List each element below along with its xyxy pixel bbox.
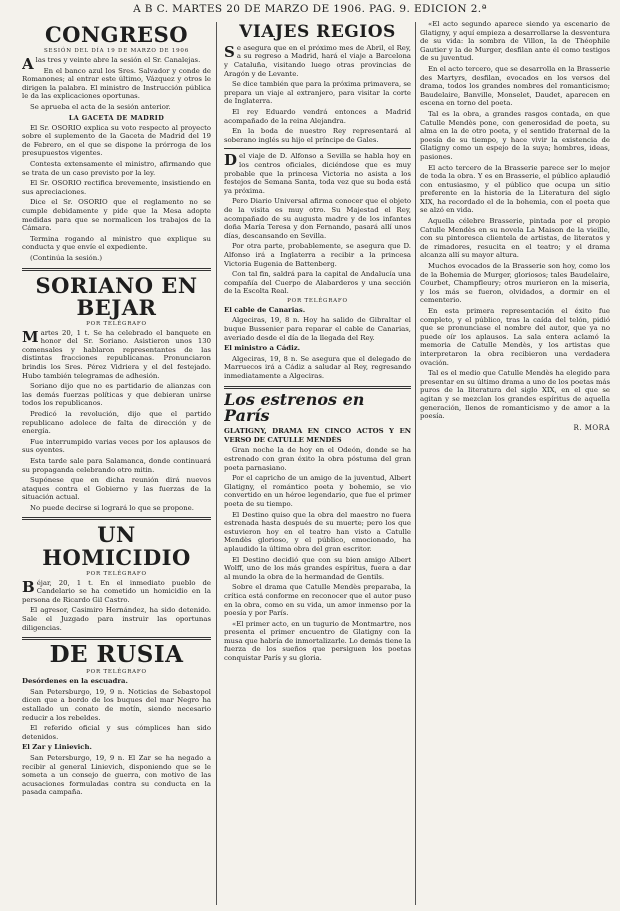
column-rule — [415, 22, 416, 905]
author-signature: R. MORA — [573, 423, 610, 432]
estrenos-lead: GLATIGNY, DRAMA EN CINCO ACTOS Y EN VERSO DE CATULLE MENDÈS — [224, 427, 411, 444]
congreso-paragraph: En el banco azul los Sres. Salvador y conde de Romanones; al entrar este último, Vázquez y otros le dirigen la palabra. El ministro de Instrucción pública le da las explicaciones oportunas. — [22, 66, 211, 101]
homicidio-paragraph: Béjar, 20, 1 t. En el inmediato pueblo de Candelario se ha cometido un homicidio en la persona de Ricardo Gil Castro. — [22, 577, 211, 604]
soriano-paragraph: Martes 20, 1 t. Se ha celebrado el banquete en honor del Sr. Soriano. Asistieron unos 130 comensales y hablaron representantes de las distintas fracciones republicanas. Pronunciaron brindis los Sres. Pérez Vidriera y el del festejado. Hubo también telegramas de adhesión. — [22, 327, 211, 380]
estrenos-continuation: Aquella célebre Brasserie, pintada por el propio Catulle Mendès en su novela La Maison de la vieille, con su pintoresca clientela de artistas, de literatos y de rimadores, resucita en el teatro; y el drama alcanza allí su mayor altura. — [420, 217, 610, 260]
estrenos-paragraph: Sobre el drama que Catulle Mendès preparaba, la crítica está conforme en reconocer que el autor puso en la obra, como en su vida, un amor inmenso por la poesía y por París. — [224, 583, 411, 618]
cantos-subhead: El ministro a Cádiz. — [224, 344, 301, 353]
soriano-byline: POR TELÉGRAFO — [86, 320, 147, 327]
congreso-headline: CONGRESO — [44, 22, 189, 47]
congreso-paragraph: Termina rogando al ministro que explique su conducta y que envíe el expediente. — [22, 234, 211, 252]
estrenos-continuation: En esta primera representación el éxito fue completo, y el público, tras la caída del telón, pidió que se pronunciase el nombre del autor, que ya no puede oír los aplausos. La sala entera aclamó la memoria de Catulle Mendès, y los artistas que interpretaron la obra recibieron una verdadera ovación. — [420, 307, 610, 367]
rusia-subhead: El Zar y Linievich. — [22, 743, 92, 752]
sevilla-paragraph: Con tal fin, saldrá para la capital de Andalucía una compañía del Cuerpo de Alabarderos y una sección de la Escolta Real. — [224, 270, 411, 296]
drop-cap: D — [224, 151, 238, 170]
section-divider — [224, 386, 411, 389]
estrenos-paragraph: «El primer acto, en un tugurio de Montmartre, nos presenta el primer encuentro de Glatigny con la musa que habría de inmortalizarle. Lo demás tiene la fuerza de los sueños que persiguen los poetas conquistar París y su gloria. — [224, 619, 411, 663]
congreso-paragraph: El Sr. OSORIO rectifica brevemente, insistiendo en sus apreciaciones. — [22, 179, 211, 196]
congreso-paragraph: Alas tres y veinte abre la sesión el Sr. Canalejas. — [22, 55, 201, 74]
rusia-headline: DE RUSIA — [49, 641, 184, 669]
column-2 — [224, 20, 411, 907]
cantos-byline: POR TELÉGRAFO — [287, 297, 348, 304]
viajes-paragraph: Se dice también que para la próxima primavera, se prepara un viaje al extranjero, para visitar la corte de Inglaterra. — [224, 80, 411, 106]
section-divider — [22, 517, 211, 520]
rusia-paragraph: San Petersburgo, 19, 9 n. Noticias de Sebastopol dicen que a bordo de los buques del mar Negro ha estallado un conato de motín, siendo necesario reducir a los rebeldes. — [22, 687, 211, 722]
soriano-paragraph: Soriano dijo que no es partidario de alianzas con las demás fuerzas políticas y que debieran unirse todos los republicanos. — [22, 382, 211, 408]
rusia-paragraph: San Petersburgo, 19, 9 n. El Zar se ha negado a recibir al general Linievich, disponiendo que se le someta a un consejo de guerra, con motivo de las acusaciones formuladas contra su conducta en la pasada campaña. — [22, 754, 211, 797]
estrenos-headline: Los estrenos en París — [224, 389, 365, 426]
rusia-paragraph: El referido oficial y sus cómplices han sido detenidos. — [22, 724, 211, 741]
estrenos-continuation: Tal es la obra, a grandes rasgos contada, en que Catulle Mendès pone, con generosidad de poeta, su alma en la de otro poeta, y el sentido fraternal de la poesía de su tiempo, y hace vivir la existencia de Glatigny como un espejo de la suya; hombres, ideas, pasiones. — [420, 109, 610, 161]
cantos-paragraph: Algeciras, 19, 8 n. Hoy ha salido de Gibraltar el buque Bussenier para reparar el cable de Canarias, averiado desde el día de la llegada del Rey. — [224, 316, 411, 342]
viajes-paragraph: Se asegura que en el próximo mes de Abril, el Rey, a su regreso a Madrid, hará el viaje a Barcelona y Cataluña, visitando luego otras provincias de Aragón y de Levante. — [224, 42, 411, 78]
sevilla-paragraph: Por otra parte, probablemente, se asegura que D. Alfonso irá a Inglaterra a recibir a la princesa Victoria Eugenia de Battenberg. — [224, 242, 411, 268]
section-divider — [224, 148, 411, 149]
soriano-headline: SORIANO EN BEJAR — [35, 272, 198, 320]
soriano-paragraph: Supónese que en dicha reunión dirá nuevos ataques contra el Gobierno y las fuerzas de la situación actual. — [22, 476, 211, 502]
soriano-paragraph: Fue interrumpido varias veces por los aplausos de sus oyentes. — [22, 437, 211, 455]
viajes-headline: VIAJES REGIOS — [239, 22, 396, 42]
column-1 — [22, 20, 211, 907]
estrenos-paragraph: Gran noche la de hoy en el Odeón, donde se ha estrenado con gran éxito la obra póstuma del gran poeta parnasiano. — [224, 446, 411, 472]
soriano-paragraph: Predicó la revolución, dijo que el partido republicano adolece de falta de dirección y de energía. — [22, 409, 211, 436]
cantos-paragraph: Algeciras, 19, 8 n. Se asegura que el delegado de Marruecos irá a Cádiz a saludar al Rey, regresando inmediatamente a Algeciras. — [224, 354, 411, 381]
cantos-subhead: El cable de Canarias. — [224, 305, 306, 314]
drop-cap: M — [22, 327, 39, 346]
congreso-end-note: (Continúa la sesión.) — [30, 253, 103, 262]
homicidio-paragraph: El agresor, Casimiro Hernández, ha sido detenido. Sale el Juzgado para instruir las oportunas diligencias. — [22, 606, 211, 632]
congreso-paragraph: Contesta extensamente el ministro, afirmando que se trata de un caso previsto por la ley. — [22, 159, 211, 177]
estrenos-continuation: Tal es el medio que Catulle Mendès ha elegido para presentar en su último drama a uno de los poetas más puros de la literatura del siglo XIX, en el que se agitan y se mezclan los grandes espíritus de aquella generación, llenos de romanticismo y de amor a la poesía. — [420, 369, 610, 421]
estrenos-continuation: «El acto segundo aparece siendo ya escenario de Glatigny, y aquí empieza a desarrollarse la desventura de su vida: la sombra de Villon, la de Théophile Gautier y la de Murger, desfilan ante él como testigos de su juventud. — [420, 20, 610, 63]
estrenos-paragraph: El Destino decidió que con su bien amigo Albert Wolff, uno de los más grandes espíritus, fuera a dar al mundo la obra de la hermandad de Gentils. — [224, 555, 411, 581]
congreso-paragraph: Dice el Sr. OSORIO que el reglamento no se cumple debidamente y pide que la Mesa adopte medidas para que se normalicen los trabajos de la Cámara. — [22, 198, 211, 233]
drop-cap: B — [22, 577, 35, 596]
viajes-paragraph: En la boda de nuestro Rey representará al soberano inglés su hijo el príncipe de Gales. — [224, 127, 411, 144]
homicidio-byline: POR TELÉGRAFO — [86, 570, 147, 577]
estrenos-continuation: El acto tercero de la Brasserie parece ser lo mejor de toda la obra. Y es en Brasserie, el público aplaudió con entusiasmo, y el público que ocupa un sitio preferente en la historia de la Literatura del siglo XIX, ha recordado el de la bohemia, con el poeta que se alzó en vida. — [420, 163, 610, 215]
sevilla-paragraph: Del viaje de D. Alfonso a Sevilla se habla hoy en los centros oficiales, diciéndose que es muy probable que la princesa Victoria no asista a los festejos de Semana Santa, toda vez que su boda está ya próxima. — [224, 151, 411, 195]
homicidio-headline: UN HOMICIDIO — [42, 522, 191, 570]
congreso-paragraph: Se aprueba el acta de la sesión anterior. — [30, 103, 171, 112]
viajes-paragraph: El rey Eduardo vendrá entonces a Madrid acompañado de la reina Alejandra. — [224, 108, 411, 125]
drop-cap: A — [22, 55, 34, 74]
soriano-paragraph: Esta tarde sale para Salamanca, donde continuará su propaganda celebrando otro mitin. — [22, 456, 211, 474]
sevilla-paragraph: Pero Diario Universal afirma conocer que el objeto de la visita es muy otro. Su Majestad el Rey, acompañado de su augusta madre y de los infantes doña María Teresa y don Fernando, pasará allí unos días, descansando en Sevilla. — [224, 197, 411, 240]
column-3 — [420, 20, 610, 907]
soriano-paragraph: No puede decirse si logrará lo que se propone. — [30, 503, 194, 512]
masthead: A B C. MARTES 20 DE MARZO DE 1906. PAG. 9. EDICION 2.ª — [133, 3, 487, 15]
estrenos-paragraph: Por el capricho de un amigo de la juventud, Albert Glatigny, el romántico poeta y bohemio, se vio convertido en un héroe legendario, que fue el primer poeta de su tiempo. — [224, 474, 411, 508]
drop-cap: S — [224, 42, 235, 61]
column-rule — [216, 22, 217, 905]
congreso-paragraph: El Sr. OSORIO explica su voto respecto al proyecto sobre el suplemento de la Gaceta de Madrid del 19 de Febrero, en el que se dispone la prórroga de los presupuestos vigentes. — [22, 123, 211, 158]
section-divider — [22, 637, 211, 640]
congreso-byline: SESIÓN DEL DÍA 19 DE MARZO DE 1906 — [43, 48, 190, 55]
section-divider — [22, 268, 211, 271]
estrenos-continuation: Muchos evocados de la Brasserie son hoy, como los de la Bohemia de Murger, gloriosos; tales Baudelaire, Courbet, Champfleury; otros murieron en la miseria, y los más se fueron, olvidados, a dormir en el cementerio. — [420, 262, 610, 305]
estrenos-continuation: En el acto tercero, que se desarrolla en la Brasserie des Martyrs, desfilan, evocados en los versos del drama, todos los grandes nombres del romanticismo; Baudelaire, Banville, Monselet, Daudet, aparecen en escena en torno del poeta. — [420, 64, 610, 108]
estrenos-paragraph: El Destino quiso que la obra del maestro no fuera estrenada hasta después de su muerte; pero los que estuvieron hoy en el teatro han visto a Catulle Mendès glorioso, y el público, emocionado, ha aplaudido la última obra del gran escritor. — [224, 510, 411, 553]
congreso-subhead: LA GACETA DE MADRID — [68, 113, 165, 122]
rusia-byline: POR TELÉGRAFO — [86, 669, 147, 676]
rusia-subhead: Desórdenes en la escuadra. — [22, 677, 128, 686]
